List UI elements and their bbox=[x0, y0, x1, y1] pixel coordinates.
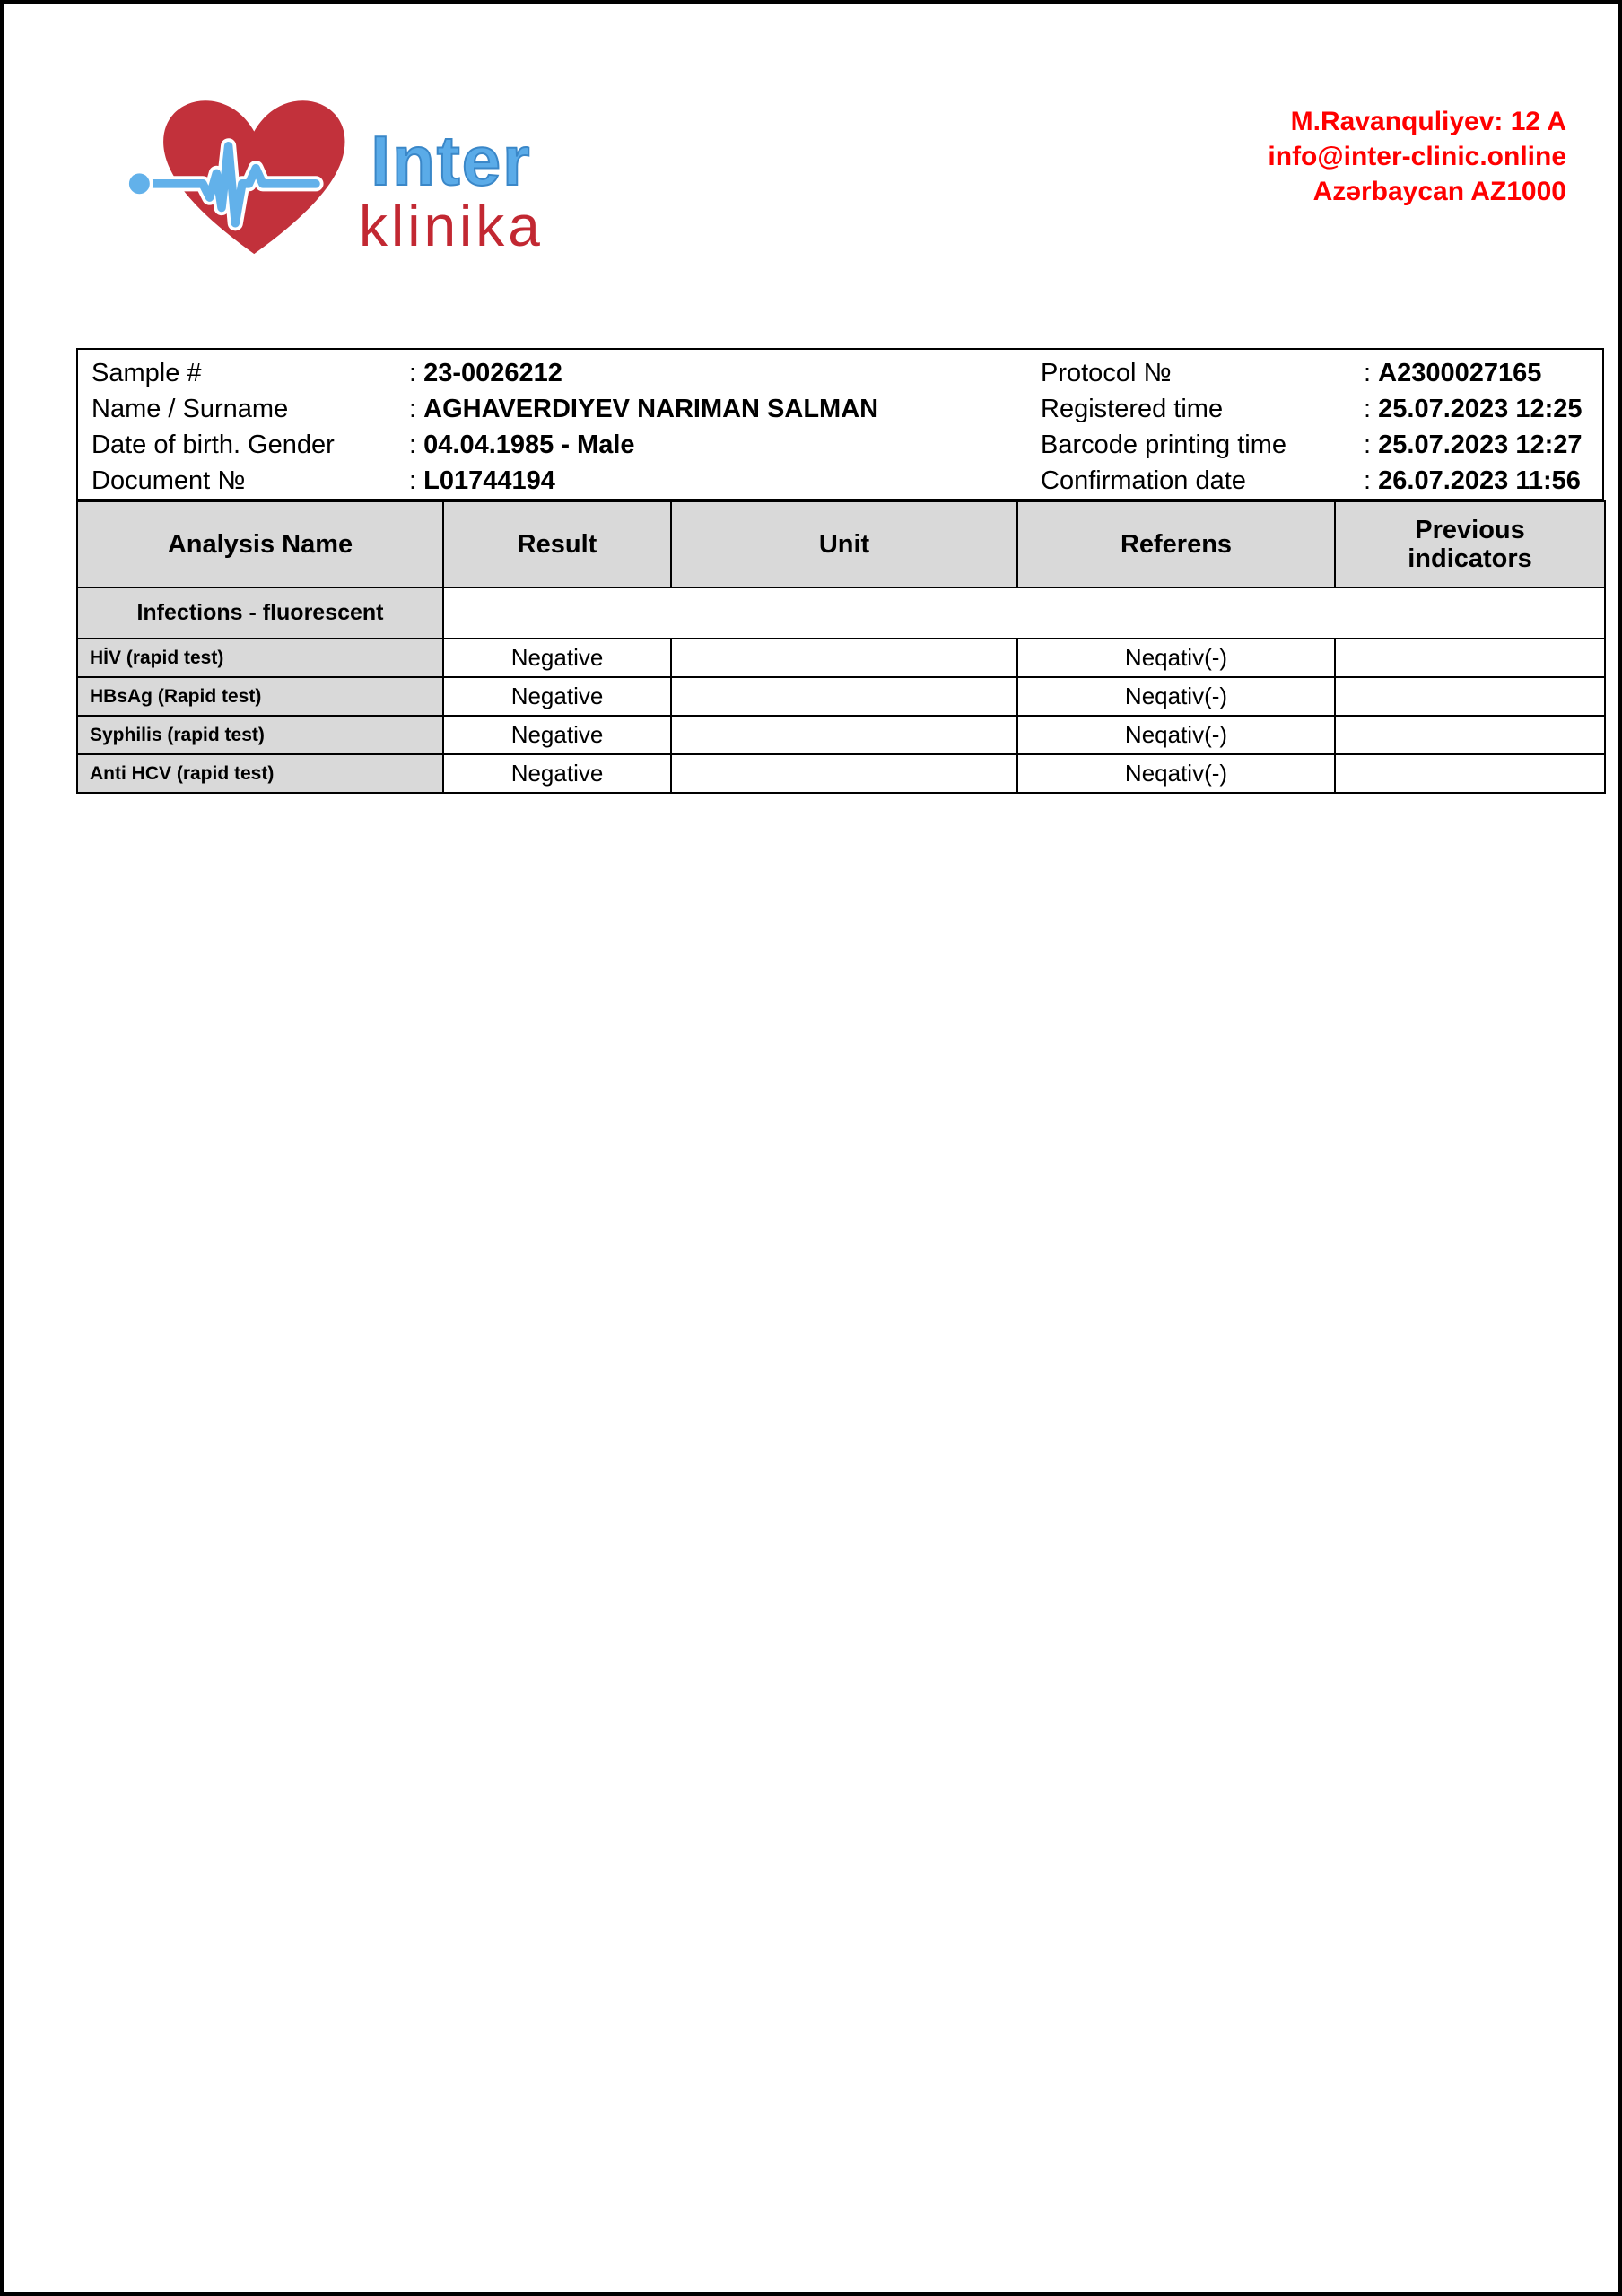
registered-time-value: 25.07.2023 12:25 bbox=[1378, 395, 1583, 423]
section-row bbox=[77, 587, 1605, 639]
document-number-label: Document № bbox=[92, 466, 246, 495]
referens-cell: Neqativ(-) bbox=[1017, 754, 1335, 793]
unit-cell bbox=[671, 639, 1017, 677]
brand-text bbox=[359, 83, 544, 258]
results-table bbox=[76, 500, 1606, 794]
registered-time-label: Registered time bbox=[1041, 395, 1224, 423]
patient-info-left bbox=[78, 350, 1041, 499]
birth-gender-label: Date of birth. Gender bbox=[92, 430, 335, 459]
name-surname-row: Name / Surname : AGHAVERDIYEV NARIMAN SALMAN bbox=[92, 391, 1041, 427]
confirmation-date-label: Confirmation date bbox=[1041, 466, 1246, 495]
contact-address-line: M.Ravanquliyev: 12 A bbox=[1290, 107, 1566, 136]
table-row bbox=[77, 716, 1605, 754]
protocol-number-row: Protocol № : A2300027165 bbox=[1041, 355, 1602, 391]
contact-email: info@inter-clinic.online bbox=[1268, 142, 1566, 171]
name-surname-label: Name / Surname bbox=[92, 395, 289, 423]
previous-cell bbox=[1335, 754, 1605, 793]
barcode-time-label: Barcode printing time bbox=[1041, 430, 1287, 459]
previous-cell bbox=[1335, 677, 1605, 716]
sample-number-value: 23-0026212 bbox=[423, 359, 562, 387]
birth-gender-row: Date of birth. Gender : 04.04.1985 - Male bbox=[92, 427, 1041, 463]
sample-number-label: Sample # bbox=[92, 359, 202, 387]
barcode-time-row: Barcode printing time : 25.07.2023 12:27 bbox=[1041, 427, 1602, 463]
section-row-spacer bbox=[443, 587, 1605, 639]
unit-cell bbox=[671, 677, 1017, 716]
previous-cell bbox=[1335, 639, 1605, 677]
table-row bbox=[77, 754, 1605, 793]
result-cell: Negative bbox=[443, 677, 671, 716]
previous-cell bbox=[1335, 716, 1605, 754]
referens-cell: Neqativ(-) bbox=[1017, 716, 1335, 754]
table-row bbox=[77, 677, 1605, 716]
document-number-value: L01744194 bbox=[423, 466, 555, 495]
header-referens: Referens bbox=[1017, 501, 1335, 587]
name-surname-value: AGHAVERDIYEV NARIMAN SALMAN bbox=[423, 395, 879, 423]
result-cell: Negative bbox=[443, 639, 671, 677]
table-row bbox=[77, 639, 1605, 677]
unit-cell bbox=[671, 716, 1017, 754]
confirmation-date-value: 26.07.2023 11:56 bbox=[1378, 466, 1581, 495]
clinic-logo bbox=[127, 83, 544, 278]
header-unit: Unit bbox=[671, 501, 1017, 587]
confirmation-date-row: Confirmation date : 26.07.2023 11:56 bbox=[1041, 463, 1602, 499]
analysis-name-cell: Anti HCV (rapid test) bbox=[77, 754, 443, 793]
section-title: Infections - fluorescent bbox=[77, 587, 443, 639]
patient-info-box bbox=[76, 348, 1604, 500]
header-result: Result bbox=[443, 501, 671, 587]
protocol-number-value: A2300027165 bbox=[1378, 359, 1542, 387]
analysis-name-cell: Syphilis (rapid test) bbox=[77, 716, 443, 754]
unit-cell bbox=[671, 754, 1017, 793]
sample-number-row: Sample # : 23-0026212 bbox=[92, 355, 1041, 391]
header-analysis-name: Analysis Name bbox=[77, 501, 443, 587]
protocol-number-label: Protocol № bbox=[1041, 359, 1172, 387]
patient-info-right bbox=[1041, 350, 1602, 499]
referens-cell: Neqativ(-) bbox=[1017, 639, 1335, 677]
header-previous-indicators: Previous indicators bbox=[1335, 501, 1605, 587]
document-number-row: Document № : L01744194 bbox=[92, 463, 1041, 499]
brand-name-klinika: klinika bbox=[359, 194, 544, 258]
contact-country-zip: Azərbaycan AZ1000 bbox=[1312, 177, 1566, 206]
result-cell: Negative bbox=[443, 716, 671, 754]
analysis-name-cell: HİV (rapid test) bbox=[77, 639, 443, 677]
clinic-contact-block bbox=[1268, 104, 1566, 209]
heart-ekg-icon bbox=[127, 83, 353, 278]
barcode-time-value: 25.07.2023 12:27 bbox=[1378, 430, 1583, 459]
birth-gender-value: 04.04.1985 - Male bbox=[423, 430, 635, 459]
results-header-row bbox=[77, 501, 1605, 587]
result-cell: Negative bbox=[443, 754, 671, 793]
registered-time-row: Registered time : 25.07.2023 12:25 bbox=[1041, 391, 1602, 427]
brand-name-inter: Inter bbox=[371, 121, 532, 200]
analysis-name-cell: HBsAg (Rapid test) bbox=[77, 677, 443, 716]
referens-cell: Neqativ(-) bbox=[1017, 677, 1335, 716]
